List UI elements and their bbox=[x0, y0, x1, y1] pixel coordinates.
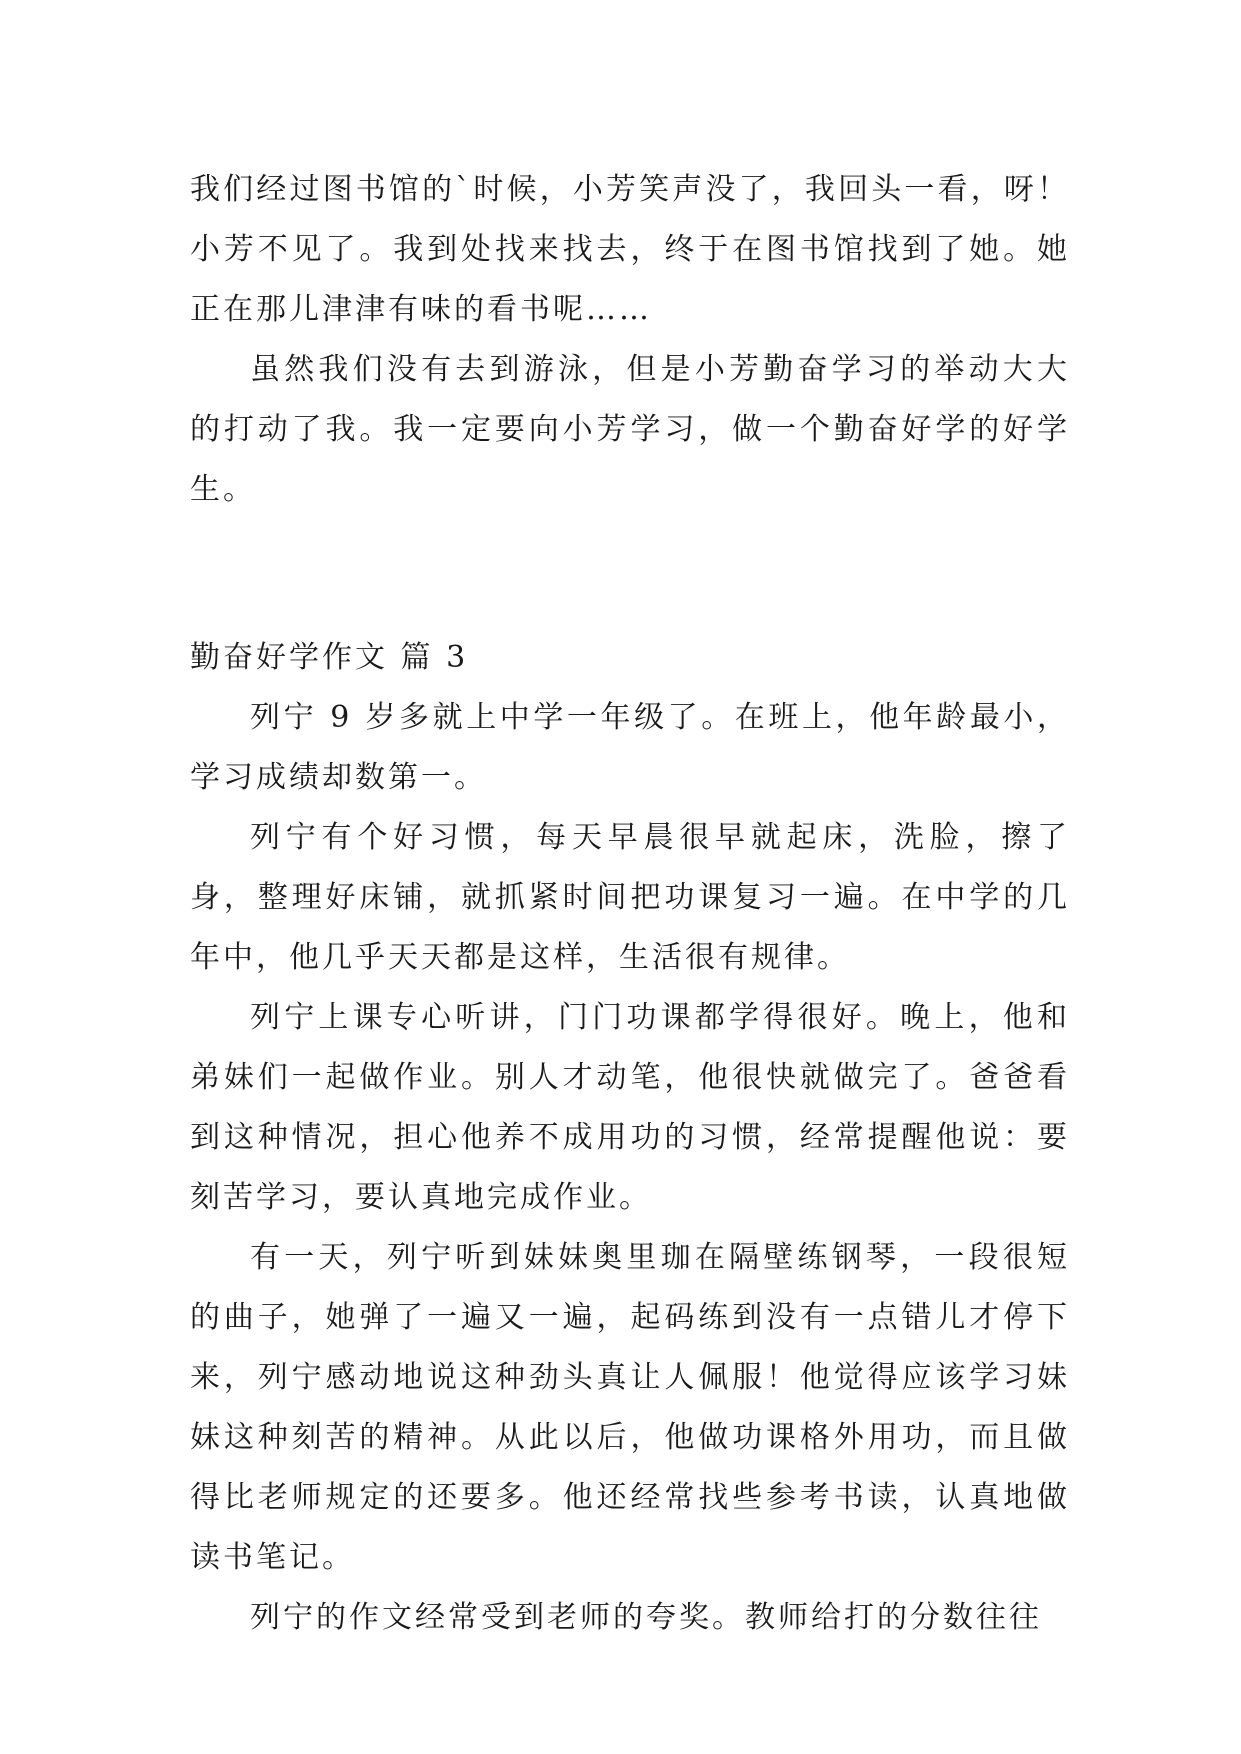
paragraph-lenin-homework: 列宁上课专心听讲，门门功课都学得很好。晚上，他和弟妹们一起做作业。别人才动笔，他很快就做完了。爸爸看到这种情况，担心他养不成用功的习惯，经常提醒他说：要刻苦学习，要认真地完成作业。 bbox=[190, 1000, 1070, 1215]
paragraph-swimming-conclusion: 虽然我们没有去到游泳，但是小芳勤奋学习的举动大大的打动了我。我一定要向小芳学习，做一个勤奋好学的好学生。 bbox=[190, 352, 1070, 507]
document-page bbox=[190, 160, 1070, 1648]
paragraph-lenin-essays: 列宁的作文经常受到老师的夸奖。教师给打的分数往往 bbox=[250, 1600, 1042, 1635]
paragraph-library: 我们经过图书馆的`时候，小芳笑声没了，我回头一看，呀！小芳不见了。我到处找来找去，终于在图书馆找到了她。她正在那儿津津有味的看书呢…… bbox=[190, 172, 1070, 327]
paragraph-lenin-school: 列宁 9 岁多就上中学一年级了。在班上，他年龄最小，学习成绩却数第一。 bbox=[190, 700, 1070, 795]
section-heading: 勤奋好学作文 篇 3 bbox=[190, 640, 469, 675]
paragraph-lenin-habit: 列宁有个好习惯，每天早晨很早就起床，洗脸，擦了身，整理好床铺，就抓紧时间把功课复习一遍。在中学的几年中，他几乎天天都是这样，生活很有规律。 bbox=[190, 820, 1070, 975]
paragraph-lenin-sister-piano: 有一天，列宁听到妹妹奥里珈在隔壁练钢琴，一段很短的曲子，她弹了一遍又一遍，起码练到没有一点错儿才停下来，列宁感动地说这种劲头真让人佩服！他觉得应该学习妹妹这种刻苦的精神。从此以后，他做功课格外用功，而且做得比老师规定的还要多。他还经常找些参考书读，认真地做读书笔记。 bbox=[190, 1240, 1070, 1575]
